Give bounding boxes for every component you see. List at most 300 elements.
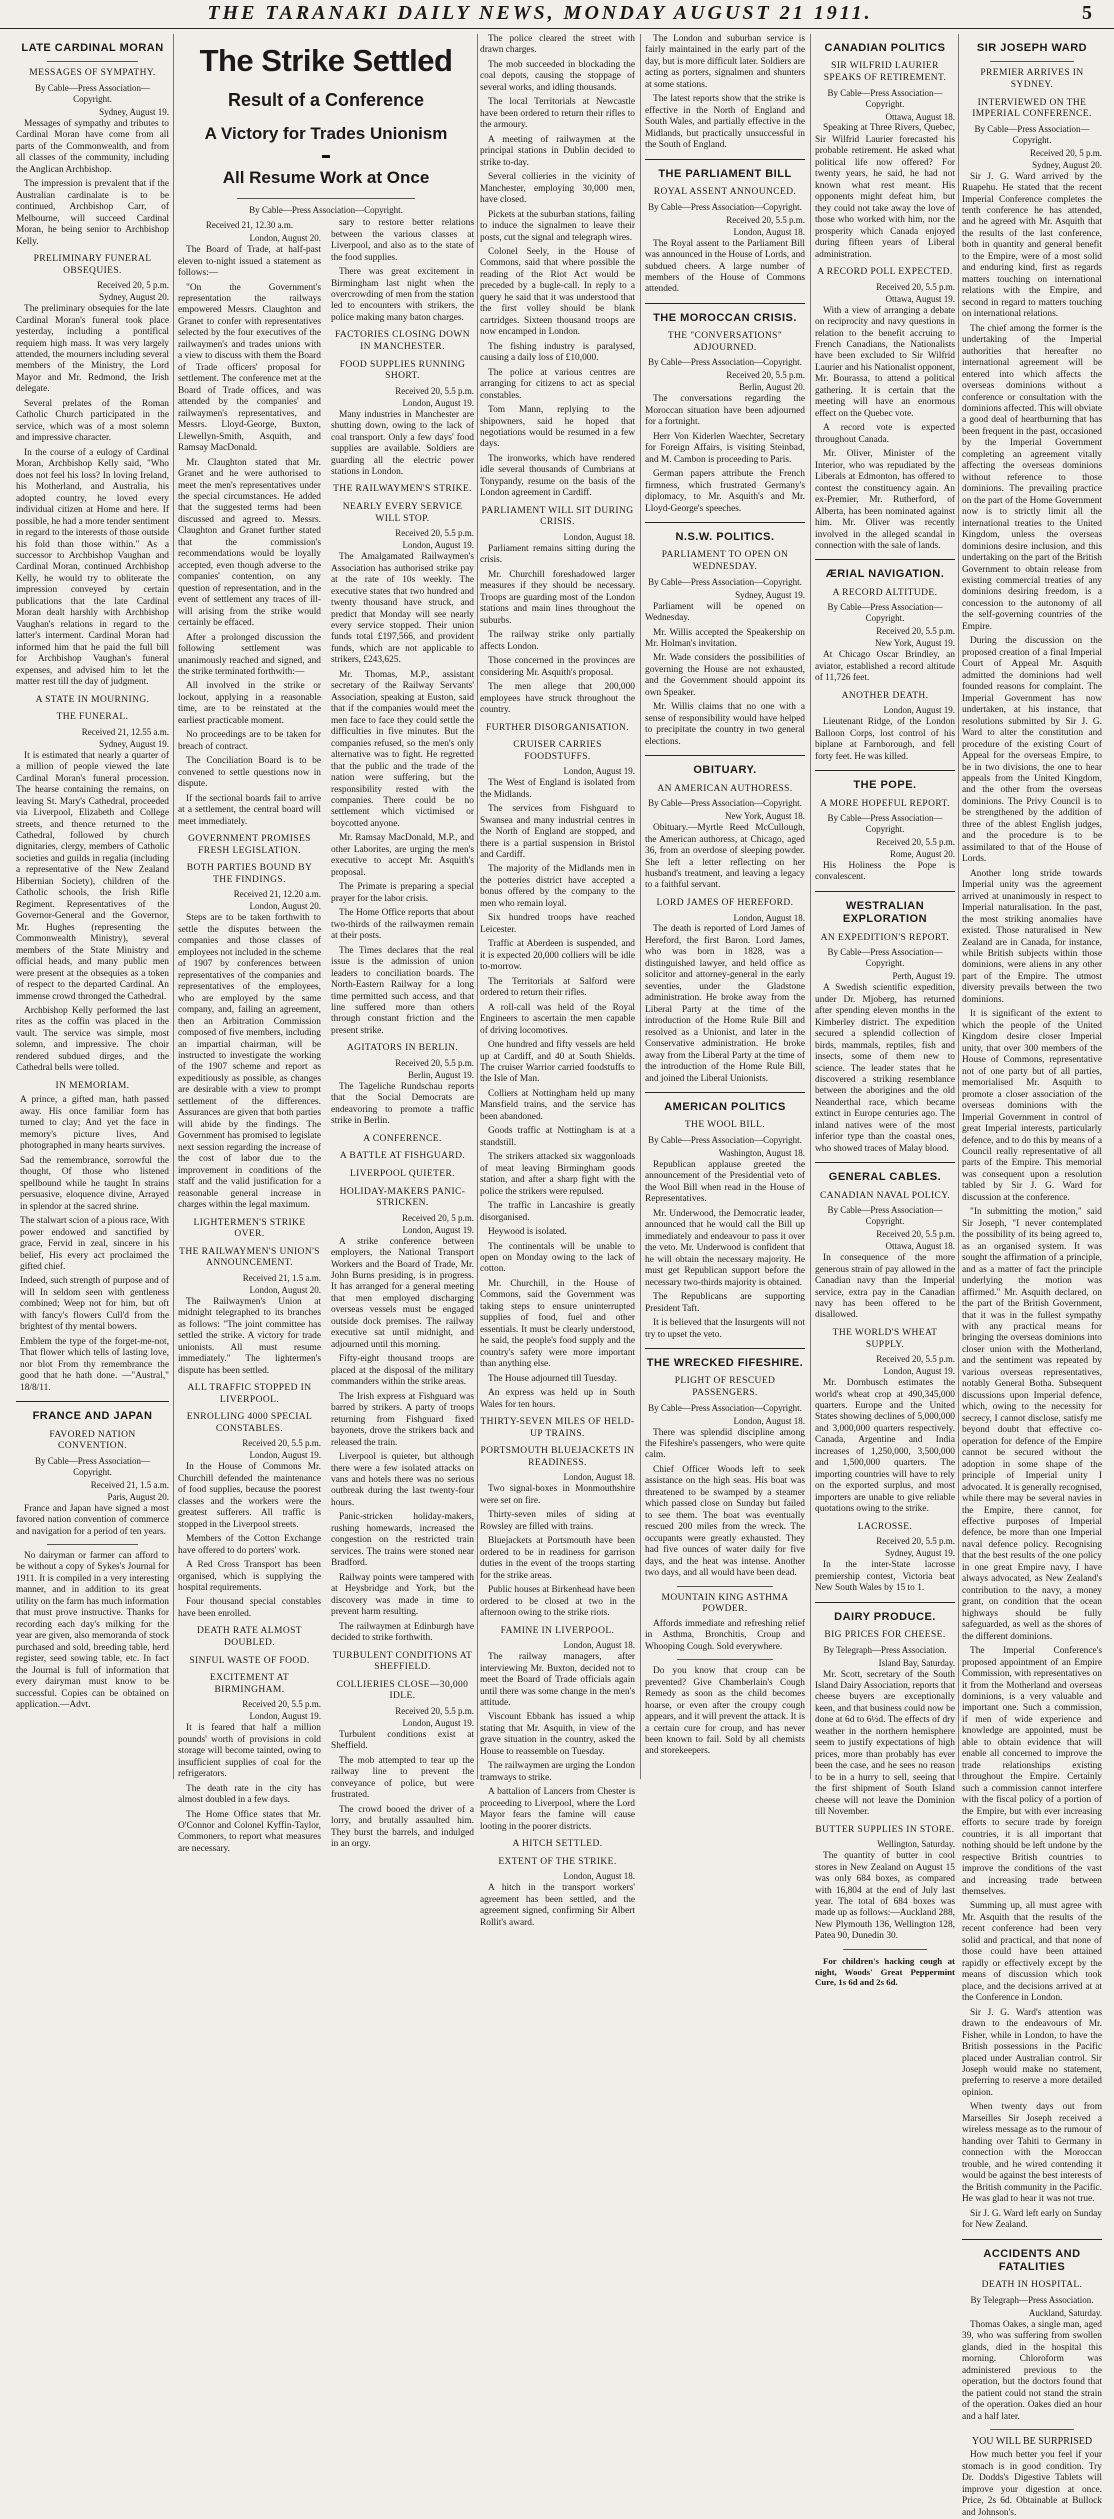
byline: By Cable—Press Association—Copyright.	[249, 205, 403, 216]
subhead: ROYAL ASSENT ANNOUNCED.	[653, 187, 797, 198]
divider	[815, 770, 955, 771]
subhead: LIGHTERMEN'S STRIKE OVER.	[193, 1217, 306, 1240]
paragraph: Parliament remains sitting during the crisis.	[480, 543, 635, 566]
subhead: PORTSMOUTH BLUEJACKETS IN READINESS.	[480, 1446, 635, 1468]
paragraph: Fifty-eight thousand troops are placed at the disposal of the military commanders within the strike areas.	[331, 1354, 474, 1388]
paragraph: The death rate in the city has almost doubled in a few days.	[178, 1783, 321, 1806]
subhead: EXTENT OF THE STRIKE.	[498, 1856, 617, 1867]
subhead: PLIGHT OF RESCUED PASSENGERS.	[674, 1376, 776, 1398]
headline-american-politics: AMERICAN POLITICS	[664, 1101, 786, 1114]
paragraph: Members of the Cotton Exchange have offered to do porters' work.	[178, 1534, 321, 1556]
paragraph: Sir J. G. Ward left early on Sunday for New Zealand.	[962, 2208, 1102, 2231]
column-rule	[173, 34, 174, 1779]
byline: By Telegraph—Press Association.	[970, 2294, 1094, 2305]
divider	[645, 159, 805, 160]
subhead: SIR WILFRID LAURIER SPEAKS OF RETIREMENT.	[823, 61, 947, 83]
dateline: London, August 20.	[249, 233, 321, 244]
dateline: New York, August 18.	[724, 811, 805, 822]
subhead: INTERVIEWED ON THE IMPERIAL CONFERENCE.	[972, 97, 1092, 120]
paragraph: Turbulent conditions exist at Sheffield.	[331, 1729, 474, 1752]
paragraph: "In submitting the motion," said Sir Joseph, "I never contemplated the possibility of its being agreed to, as an organised system. It was sought the affirmation of a principle, and as a matter of fact the principle underlying the motion was affirmed." Mr. Asquith declared, on the part of the British Government, that it was in the fullest sympathy with any practical means for bringing the overseas dominions into closer union with the Motherland, and the sentiment was repeated by various overseas representatives, notably General Botha. Subsequent discussions upon Imperial defence, which, owing to the necessity for secrecy, I cannot disclose, satisfy me beyond doubt that effective co-operation for defence of the Empire cannot be secured without the adoption in some shape of the principle of Imperial unity I advocated. It is generally recognised, while there may be several navies in the Empire, there cannot, for effective purposes of Imperial defence, be more than one Imperial naval defence policy. Recognising that the best results of the one policy in one great Empire navy, I have always advocated, as New Zealand's contribution to the navy, a money grant, on condition that the ocean highways should be fully safeguarded, as well as the shores of the different dominions.	[962, 1207, 1102, 1642]
divider	[645, 755, 805, 756]
paragraph: Pickets at the suburban stations, failing to induce the signalmen to leave their posts, cut the signal and telegraph wires.	[480, 209, 635, 243]
paragraph: Sir J. G. Ward's attention was drawn to the endeavours of Mr. Fisher, while in London, to have the British possessions in the Pacific placed under Australian control. Sir Joseph would make no statement, preferring to reserve a more detailed opinion.	[962, 2007, 1102, 2098]
subhead: A CONFERENCE.	[363, 1133, 442, 1144]
dateline: Rome, August 20.	[889, 849, 955, 860]
paragraph: A meeting of railwaymen at the principal stations in Dublin decided to strike to-day.	[480, 134, 635, 168]
subhead: A RECORD POLL EXPECTED.	[817, 267, 953, 278]
paragraph: It is estimated that nearly a quarter of a million of people viewed the late Cardinal Moran's funeral procession. The hearse containing the remains, on leaving St. Mary's Cathedral, proceeded via Liverpool, Elizabeth and College streets, and thence returned to the Cathedral, followed by church dignitaries, clergy, members of Catholic societies and guilds in regalia (including a representative of the New Zealand Hibernian Society), children of the Catholic schools, the Irish Rifle Regiment. Representatives of the Governor-General and the Governor, Mr. Hughes (representing the Commonwealth Ministry), several members of the State Ministry and official heads, and many public men were present at the obsequies as a token of respect to the departed Cardinal. An immense crowd thronged the Cathedral.	[16, 750, 169, 1002]
paragraph: Sir J. G. Ward arrived by the Ruapehu. He stated that the recent Imperial Conference completes the tenth conference he has attended, and he agreed with Mr. Asquith that the results of the last conference, both in quantity and general benefit to the Empire, were of a most solid and enduring kind, first as regards matters touching on international relations with the Empire, and second in regard to matters touching on international relations.	[962, 171, 1102, 320]
paragraph: Herr Von Kiderlen Waechter, Secretary for Foreign Affairs, is visiting Steinbad, and M. Cambon is proceeding to Paris.	[645, 431, 805, 465]
dateline: Sydney, August 19.	[885, 1548, 955, 1559]
paragraph: There was great excitement in Birmingham last night when the overcrowding of men from the station led to encounters with strikers, the police making many baton charges.	[331, 267, 474, 323]
advertisement: Do you know that croup can be prevented? Give Chamberlain's Cough Remedy as soon as the child becomes hoarse, or even after the croupy cough appears, and it will prevent the attack. It is a certain cure for croup, and has never been known to fail. Sold by all chemists and storekeepers.	[645, 1666, 805, 1757]
byline: By Cable—Press Association—Copyright.	[35, 1455, 150, 1477]
paragraph: Mr. Oliver, Minister of the Interior, who was repudiated by the Liberals at Edmonton, has offered to contest the constituency again. An ex-Premier, Mr. Rutherford, of Alberta, has been nominated against him. Mr. Oliver was recently involved in the alleged scandal in connection with the sale of lands.	[815, 449, 955, 551]
subhead: CANADIAN NAVAL POLICY.	[819, 1190, 951, 1201]
subhead: FURTHER DISORGANISATION.	[485, 722, 630, 733]
paragraph: Those concerned in the provinces are considering Mr. Asquith's proposal.	[480, 656, 635, 678]
paragraph: The House adjourned till Tuesday.	[488, 1373, 617, 1384]
headline-wrecked-fifeshire: THE WRECKED FIFESHIRE.	[646, 1357, 804, 1369]
column-6	[815, 34, 955, 1988]
subhead: THE "CONVERSATIONS" ADJOURNED.	[667, 331, 783, 353]
poem-stanza: Emblem the type of the forget-me-not, That flower which tells of lasting love, nor blot From thy remembrance the good that he hath done. —"Austral," 18/8/11.	[20, 1336, 169, 1393]
paragraph: Six hundred troops have reached Leicester.	[480, 913, 635, 935]
paragraph: France and Japan have signed a most favored nation convention of commerce and navigation for a period of ten years.	[16, 1503, 169, 1537]
column-rule	[640, 34, 641, 1779]
dateline: Received 21, 12.20 a.m.	[233, 889, 321, 900]
paragraph: The Home Office states that Mr. O'Connor and Colonel Kyffin-Taylor, Commoners, to report what measures are necessary.	[178, 1809, 321, 1854]
divider	[47, 61, 139, 62]
divider	[645, 1092, 805, 1093]
paragraph: A record vote is expected throughout Canada.	[815, 423, 955, 445]
subheadline-conference: Result of a Conference	[227, 89, 425, 110]
byline: By Cable—Press Association—Copyright.	[648, 1135, 802, 1146]
headline-nsw-politics: N.S.W. POLITICS.	[675, 531, 775, 544]
paragraph: No proceedings are to be taken for breach of contract.	[178, 730, 321, 752]
strike-story-left	[178, 218, 321, 1858]
dateline: London, August 18.	[563, 531, 635, 542]
subhead: THE WORLD'S WHEAT SUPPLY.	[832, 1327, 938, 1350]
paragraph: Archbishop Kelly performed the last rites as the coffin was placed in the vault. The service was simple, most solemn, and impressive. The choir rendered subdued dirges, and the Cathedral bells were tolled.	[16, 1006, 169, 1074]
paragraph: Mr. Willis accepted the Speakership on Mr. Holman's invitation.	[645, 627, 805, 649]
dateline: Received 21, 1.5 a.m.	[90, 1479, 169, 1490]
subhead: IN MEMORIAM.	[55, 1080, 130, 1091]
dateline: London, August 19.	[249, 1450, 321, 1461]
paragraph: It is significant of the extent to which the people of the United Kingdom desire closer Imperial unity, that over 300 members of the House of Commons, representative not of one party but of all parties, memorialised Mr. Asquith to promote a closer association of the overseas dominions with the Imperial Government in control of great Imperial interests, particularly defence, and to do this by means of a Council really representative of all parts of the Empire. This memorial was consequent upon a resolution tabled by Sir J. G. Ward for discussion at the conference.	[962, 1009, 1102, 1203]
paragraph: The Royal assent to the Parliament Bill was announced in the House of Lords, and subdued cheers. A large number of members of the House of Commons attended.	[645, 238, 805, 295]
headline-sir-joseph-ward: SIR JOSEPH WARD	[976, 42, 1088, 54]
dateline: Sydney, August 19.	[99, 106, 169, 117]
paragraph: The police cleared the street with drawn charges.	[480, 34, 635, 56]
dateline: Received 20, 5.5 p.m.	[876, 1536, 955, 1547]
subhead: ANOTHER DEATH.	[841, 690, 929, 701]
subheadline-victory: A Victory for Trades Unionism	[204, 123, 448, 143]
dateline: Received 20, 5 p.m.	[97, 280, 169, 291]
paragraph: Steps are to be taken forthwith to settle the disputes between the companies and those classes of employees not included in the scheme of 1907 by conferences between representatives of the companies and representatives of the employees, who are employed by the same company, and, failing an agreement, then an Arbitration Commission composed of five members, including an impartial chairman, will be instructed to investigate the working of the 1907 scheme and report as expeditiously as possible, as changes are desirable with a view to prompt settlement of the differences. Assurances are given that both parties will abide by the findings. The Government has promised to legislate next session regarding the increase of the cost of labor due to the improvement in conditions of the staff and the valid justification for a reasonable general increase in charges within the legal maximum.	[178, 913, 321, 1211]
paragraph: The local Territorials at Newcastle have been ordered to return their rifles to the armoury.	[480, 97, 635, 131]
dateline: Ottawa, August 19.	[885, 293, 955, 304]
subhead: FACTORIES CLOSING DOWN IN MANCHESTER.	[334, 330, 471, 352]
paragraph: It is feared that half a million pounds' worth of provisions in cold storage will become tainted, owing to insufficient supplies of coal for the refrigerators.	[178, 1723, 321, 1780]
paragraph: The latest reports show that the strike is effective in the North of England and South Wales, and partially effective in the Midlands, but practically unsuccessful in the South of England.	[645, 94, 805, 151]
paragraph: "On the Government's representation the railways empowered Messrs. Claughton and Granet to confer with representatives selected by the four executives of the railwaymen's and trades unions with a view to discuss with them the Board of Trade officers' proposal for settlement. The conference met at the Board of Trade offices, and was attended by the companies' and railwaymen's representatives, and Messrs. Lloyd-George, Buxton, Llewellyn-Smith, Asquith, and Ramsay MacDonald.	[178, 282, 321, 454]
dateline: London, August 19.	[563, 766, 635, 777]
paragraph: Traffic at Aberdeen is suspended, and it is expected 20,000 colliers will be idle to-morrow.	[480, 939, 635, 973]
paragraph: The death is reported of Lord James of Hereford, the first Baron. Lord James, who was born in 1828, was a distinguished lawyer, and held office as solicitor and attorney-general in the early seventies, under the Gladstone administration. He broke away from the Liberal Party at the time of the introduction of the Home Rule Bill and resolved as a Unionist, and later in the Conservative administration. He broke away from the Liberal Party at the time of the introduction of the Home Rule Bill, and joined the Liberal Unionists.	[645, 924, 805, 1084]
paragraph: Public houses at Birkenhead have been ordered to be closed at two in the afternoon owing to the strike riots.	[480, 1585, 635, 1619]
poem-stanza: The stalwart scion of a pious race, With power endowed and sanctified by grace, Fervid in zeal, sincere in his belief, His every act proclaimed the gifted chief.	[20, 1216, 169, 1272]
byline: By Cable—Press Association—Copyright.	[827, 1205, 943, 1227]
paragraph: The strikers attacked six waggonloads of meat leaving Birmingham goods station, and after a sharp fight with the police the strikers were repulsed.	[480, 1152, 635, 1197]
subhead: GOVERNMENT PROMISES FRESH LEGISLATION.	[188, 834, 311, 856]
dateline: London, August 18.	[563, 1472, 635, 1483]
paragraph: The railwaymen are urging the London tramways to strike.	[480, 1761, 635, 1783]
paragraph: Mr. Thomas, M.P., assistant secretary of the Railway Servants' Association, speaking at Euston, said that if the companies would meet the men face to face they could settle the difficulties in five minutes. But the companies refused, so the men's only alternative was to fight. He regretted that the public and the trade of the nation were suffering, but the responsibility rested with the companies. There could be no settlement which victimised or boycotted anyone.	[331, 669, 474, 829]
byline: By Cable—Press Association—Copyright.	[648, 357, 802, 368]
paragraph: Railway points were tampered with at Heysbridge and York, but the discovery was made in time to prevent harm resulting.	[331, 1572, 474, 1618]
divider	[677, 1659, 773, 1660]
subhead: THIRTY-SEVEN MILES OF HELD-UP TRAINS.	[480, 1417, 635, 1439]
paragraph: In the inter-State lacrosse premiership contest, Victoria beat New South Wales by 15 to 1.	[815, 1560, 955, 1594]
paragraph: Another long stride towards Imperial unity was the agreement arrived at unanimously in respect to Imperial naturalisation. In the past, the most striking anomalies have existed. Those naturalised in New Zealand are in Canada, for instance, while British subjects within those dominions, were aliens in any other part of the Empire. The utmost diversity prevails between the two dominions.	[962, 868, 1102, 1005]
subhead: PRELIMINARY FUNERAL OBSEQUIES.	[33, 254, 152, 276]
divider	[16, 1401, 169, 1402]
paragraph: The Amalgamated Railwaymen's Association has authorised strike pay at the rate of 10s weekly. The executive states that two hundred and twenty thousand have struck, and predict that Monday will see nearly every service stopped. Their union funds total £197,566, and provident funds, which are not applicable to strikers, £243,625.	[331, 552, 474, 666]
dateline: Received 20, 5.5 p.m.	[726, 214, 805, 225]
dateline: London, August 19.	[402, 1224, 474, 1235]
column-rule	[958, 34, 959, 1779]
paragraph: If the sectional boards fail to arrive at a settlement, the central board will meet immediately.	[178, 793, 321, 827]
paragraph: The preliminary obsequies for the late Cardinal Moran's funeral took place yesterday, including a pontifical requiem high mass. It was very largely attended, the mourners including several members of the Ministry, the Lord Mayor and Mr. Redmond, the Irish delegate.	[16, 304, 169, 395]
advertisement-heading: MOUNTAIN KING ASTHMA POWDER.	[661, 1592, 789, 1615]
paragraph: Thomas Oakes, a single man, aged 39, who was suffering from swollen glands, died in the hospital this morning. Chloroform was administered previous to the operation, but the doctors found that the patient could not stand the strain of the operation. Oakes died an hour and a half later.	[962, 2319, 1102, 2422]
dateline: Received 20, 5.5 p.m.	[726, 370, 805, 381]
paragraph: In the House of Commons Mr. Churchill defended the maintenance of food supplies, because the poorest classes and the workers were the greatest sufferers. All traffic is stopped in the Liverpool streets.	[178, 1462, 321, 1530]
headline-obituary: OBITUARY.	[693, 764, 757, 777]
headline-general-cables: GENERAL CABLES.	[828, 1171, 942, 1184]
paragraph: The Republicans are supporting President Taft.	[645, 1292, 805, 1314]
paragraph: Lieutenant Ridge, of the London Balloon Corps, lost control of his biplane at Farnborough, and fell forty feet. He was killed.	[815, 717, 955, 762]
dateline: London, August 19.	[402, 397, 474, 408]
paragraph: Mr. Churchill foreshadowed larger measures if they should be necessary. Troops are guarding most of the London stations and main lines throughout the suburbs.	[480, 569, 635, 626]
dateline: London, August 19.	[402, 540, 474, 551]
dateline: London, August 19.	[249, 1711, 321, 1722]
dateline: Received 20, 5.5 p.m.	[242, 1438, 321, 1449]
masthead	[0, 0, 1114, 29]
paragraph: The Times declares that the real issue is the admission of union leaders to conciliation boards. The North-Eastern Railway for a long time permitted such access, and that line suffered more than others through constant friction and the present strike.	[331, 945, 474, 1036]
paragraph: The conversations regarding the Moroccan situation have been adjourned for a fortnight.	[645, 394, 805, 428]
dateline: London, August 19.	[883, 705, 955, 716]
subhead: BUTTER SUPPLIES IN STORE.	[815, 1824, 955, 1835]
paragraph: Colonel Seely, in the House of Commons, said that where possible the reading of the Riot Act would be preceded by a bugle-call. In reply to a query he said that it was understood that the first volley should be blank cartridges. Sixteen thousand troops are now encamped in London.	[480, 246, 635, 338]
byline: By Cable—Press Association—Copyright.	[648, 1402, 802, 1413]
dateline: Received 20, 5.5 p.m.	[876, 281, 955, 292]
subhead: FAMINE IN LIVERPOOL.	[500, 1625, 615, 1636]
paragraph: A battalion of Lancers from Chester is proceeding to Liverpool, where the Lord Mayor fears the famine will cause looting in the poorer districts.	[480, 1787, 635, 1832]
subhead: AGITATORS IN BERLIN.	[346, 1043, 459, 1054]
dateline: Sydney, August 19.	[99, 738, 169, 749]
dateline: Received 20, 5.5 p.m.	[242, 1699, 321, 1710]
paragraph: Republican applause greeted the announcement of the Presidential veto of the Wool Bill when read in the House of Representatives.	[645, 1159, 805, 1205]
divider	[47, 1544, 139, 1545]
byline: By Telegraph—Press Association.	[823, 1644, 947, 1655]
paragraph: The London and suburban service is fairly maintained in the early part of the day, but is more difficult later. Soldiers are acting as porters, signalmen and shunters at some stations.	[645, 34, 805, 90]
dateline: Berlin, August 19.	[407, 1069, 474, 1080]
column-4	[480, 34, 635, 1928]
paragraph: Mr. Ramsay MacDonald, M.P., and other Laborites, are urging the men's executive to accept Mr. Asquith's proposal.	[331, 833, 474, 878]
paragraph: The services from Fishguard to Swansea and many industrial centres in the North of England are stopped, and there is a partial suspension in Bristol and Cardiff.	[480, 804, 635, 861]
paragraph: Obituary.—Myrtle Reed McCullough, the American authoress, at Chicago, aged 36, from an overdose of sleeping powder. She left a letter reflecting on her husband's treatment, and leaving a legacy to a faithful servant.	[645, 823, 805, 891]
paragraph: The railway managers, after interviewing Mr. Buxton, decided not to meet the Board of Trade officials again until there was some change in the men's attitude.	[480, 1652, 635, 1708]
dateline: Received 20, 5 p.m.	[402, 1212, 474, 1223]
paragraph: German papers attribute the French firmness, which frustrated Germany's diplomacy, to Mr. Asquith's and Mr. Lloyd-George's speeches.	[645, 469, 805, 514]
dateline: Island Bay, Saturday.	[878, 1657, 955, 1668]
byline: By Cable—Press Association—Copyright.	[974, 123, 1090, 145]
paragraph: The ironworks, which have rendered idle several thousands of Cumbrians at Tonypandy, resume on the basis of the London agreement in Cardiff.	[480, 453, 635, 499]
paragraph: Summing up, all must agree with Mr. Asquith that the results of the recent conference had been very solid and practical, and that none of those could have been attained rapidly or effectively except by the means of discussion which took place, and the decisions arrived at at the Conference in London.	[962, 1901, 1102, 2004]
dateline: London, August 19.	[883, 1366, 955, 1377]
byline: By Cable—Press Association—Copyright.	[648, 576, 802, 587]
newspaper-title: THE TARANAKI DAILY NEWS, MONDAY AUGUST 21 1911.	[207, 2, 873, 24]
subhead: FAVORED NATION CONVENTION.	[49, 1429, 136, 1452]
paragraph: The fishing industry is paralysed, causing a daily loss of £10,000.	[480, 341, 635, 364]
strike-story-right	[331, 218, 474, 1858]
paragraph: His Holiness the Pope is convalescent.	[815, 861, 955, 883]
subhead: HOLIDAY-MAKERS PANIC-STRICKEN.	[339, 1186, 466, 1209]
dateline: London, August 18.	[563, 1640, 635, 1651]
paragraph: Several collieries in the vicinity of Manchester, employing 30,000 men, have closed.	[480, 172, 635, 206]
subhead: PARLIAMENT TO OPEN ON WEDNESDAY.	[661, 550, 789, 573]
byline: By Cable—Press Association—Copyright.	[648, 201, 802, 212]
subhead: AN AMERICAN AUTHORESS.	[657, 783, 793, 794]
advertisement: For children's hacking cough at night, Woods' Great Peppermint Cure, 1s 6d and 2s 6d.	[815, 1955, 955, 1988]
subhead: BOTH PARTIES BOUND BY THE FINDINGS.	[186, 863, 313, 885]
divider	[815, 891, 955, 892]
byline: By Cable—Press Association—Copyright.	[827, 947, 943, 969]
subhead: CRUISER CARRIES FOODSTUFFS.	[513, 740, 602, 762]
paragraph: The crowd booed the driver of a lorry, and brutally assaulted him. They burst the barrels, and indulged in an orgy.	[331, 1804, 474, 1849]
paragraph: The police at various centres are arranging for citizens to act as special constables.	[480, 367, 635, 401]
paragraph: Colliers at Nottingham held up many Mansfield trains, and the service has been abandoned.	[480, 1088, 635, 1122]
paragraph: With a view of arranging a debate on reciprocity and navy questions in relation to the benefit accruing to French Canadians, the Nationalists have been excluded to Sir Wilfrid Laurier and his Nationalist opponent, Mr. Bourassa, to attend a political gathering. It is certain that the meeting will have an enormous effect on the Quebec vote.	[815, 305, 955, 419]
advertisement: How much better you feel if your stomach is in good condition. Try Dr. Dodds's Digestive Tablets will improve your digestion at once. Price, 2s 6d. Obtainable at Bullock and Johnson's.	[962, 2450, 1102, 2518]
dateline: Received 20, 5 p.m.	[1030, 147, 1102, 158]
paragraph: Mr. Willis claims that no one with a sense of responsibility would have helped to precipitate the country in two general elections.	[645, 702, 805, 747]
paragraph: The West of England is isolated from the Midlands.	[480, 778, 635, 800]
divider	[237, 198, 415, 199]
paragraph: The Railwaymen's Union at midnight telegraphed to its branches as follows: "The joint committee has settled the strike. A victory for trade unionists. All must resume immediately." The lightermen's dispute has been settled.	[178, 1296, 321, 1376]
paragraph: In the course of a eulogy of Cardinal Moran, Archbishop Kelly said, "Who does not feel his loss? In loving Ireland, his Motherland, and Australia, his adopted country, he loved every individual citizen at Home and here. If possible, he had a more tender sentiment in regard to the interests of those outside his fold than those within." As a successor to Archbishop Vaughan and Cardinal Moran, continued Archbishop Kelly, he would try to obliterate the impression conveyed by certain publications that the late Cardinal Moran dealt harshly with Archbishop Vaughan's relations in regard to the latter's interment. Cardinal Moran had informed him that he paid the full bill for Archbishop Vaughan's funeral expenses, and advised him to let the matter rest till the day of judgment.	[16, 447, 169, 688]
dateline: Received 20, 5.5 p.m.	[395, 1705, 474, 1716]
dateline: Received 20, 5.5 p.m.	[876, 837, 955, 848]
divider	[815, 1162, 955, 1163]
subhead: A STATE IN MOURNING.	[35, 694, 150, 705]
headline-late-cardinal-moran: LATE CARDINAL MORAN	[21, 42, 164, 54]
paragraph: Messages of sympathy and tributes to Cardinal Moran have come from all parts of the Commonwealth, and from all classes of the community, including the Anglican Archbishop.	[16, 118, 169, 175]
paragraph: Many industries in Manchester are shutting down, owing to the lack of coal transport. Only a few days' food supplies are available. Soldiers are guarding all the electric power stations in London.	[331, 409, 474, 478]
paragraph: Mr. Claughton stated that Mr. Granet and he were authorised to meet the men's representatives under the special circumstances. He added that the suggested terms had been discussed and agreed to. Messrs. Claughton and Granet further stated that the commission's recommendations would be loyally accepted, even though adverse to the companies' contention, on any question of representation, and in the event of settlement any traces of ill-will arising from the strike would certainly be effaced.	[178, 457, 321, 629]
divider	[815, 559, 955, 560]
paragraph: Heywood is isolated.	[488, 1227, 567, 1238]
paragraph: Goods traffic at Nottingham is at a standstill.	[480, 1126, 635, 1148]
dateline: Received 20, 5.5 p.m.	[876, 1229, 955, 1240]
paragraph: The railway strike only partially affects London.	[480, 630, 635, 652]
subhead: LIVERPOOL QUIETER.	[349, 1168, 455, 1179]
paragraph: After a prolonged discussion the following settlement was unanimously reached and signed, and the strike terminated forthwith:—	[178, 632, 321, 678]
paragraph: The Territorials at Salford were ordered to return their rifles.	[480, 976, 635, 999]
column-rule	[810, 34, 811, 1779]
subhead: A HITCH SETTLED.	[512, 1839, 603, 1850]
column-rule	[477, 34, 478, 1779]
dateline: Sydney, August 20.	[1032, 159, 1102, 170]
subhead: A BATTLE AT FISHGUARD.	[339, 1151, 466, 1162]
paragraph: The chief among the former is the undertaking of the Imperial authorities that hereafter no international agreement will be entered into which affects the overseas dominions without a conference or consultation with the dominions affected. This will obviate a good deal of heartburning that has been frequent in the past, occasioned by the Imperial Government completing an agreement vitally affecting the overseas dominions without reference to those dominions. The prevailing practice on the part of the Home Government now is to strictly limit all the international treaties to the United Kingdom, unless the overseas dominions desire inclusion, and this undertaking on the part of the British Government to obtain release from existing commercial treaties of any dominions desiring freedom, is a concession to the autonomy of all the self-governing countries of the Empire.	[962, 323, 1102, 632]
advertisement: No dairyman or farmer can afford to be without a copy of Sykes's Journal for 1911. It is compiled in a very interesting manner, and in addition to its great utility on the farm has much information that must prove instructive. Thanks for recording each day's milking for the year are given, also memoranda of stock purchased and sold, breeding table, herd register, seed sowing table, etc. In fact the Journal is full of information that every dairyman must know to be successful. Copies can be obtained on application.—Advt.	[16, 1550, 169, 1711]
divider	[677, 1586, 773, 1587]
paragraph: Mr. Dornbusch estimates the world's wheat crop at 490,345,000 quarters. Europe and the United States showing declines of 5,000,000 and 3,000,000 quarters respectively. Canada, Argentine and India increases of 1,250,000, 3,500,000 and 1,500,000 quarters. The importing countries will have to rely on the exported surplus, and most importers are unable to give reliable quotations owing to the strike.	[815, 1378, 955, 1515]
paragraph: The mob attempted to tear up the railway line to prevent the conveyance of police, but were frustrated.	[331, 1755, 474, 1801]
subhead: AN EXPEDITION'S REPORT.	[820, 932, 950, 943]
subhead: A MORE HOPEFUL REPORT.	[820, 798, 950, 809]
dateline: Received 21, 12.30 a.m.	[205, 220, 294, 231]
divider	[962, 2239, 1102, 2240]
headline-france-and-japan: FRANCE AND JAPAN	[32, 1410, 153, 1423]
paragraph: The railwaymen at Edinburgh have decided to strike forthwith.	[331, 1621, 474, 1644]
dateline: London, August 18.	[563, 1871, 635, 1882]
subhead: THE RAILWAYMEN'S STRIKE.	[333, 484, 472, 495]
byline: By Cable—Press Association—Copyright.	[827, 87, 943, 109]
subhead: A RECORD ALTITUDE.	[832, 587, 938, 598]
dateline: Received 20, 5.5 p.m.	[395, 1057, 474, 1068]
dateline: Wellington, Saturday.	[877, 1839, 955, 1850]
byline: By Cable—Press Association—Copyright.	[648, 798, 802, 809]
paragraph: Thirty-seven miles of siding at Rowsley are filled with trains.	[480, 1510, 635, 1532]
paragraph: An express was held up in South Wales for ten hours.	[480, 1388, 635, 1410]
dateline: Ottawa, August 18.	[885, 111, 955, 122]
paragraph: A Red Cross Transport has been organised, which is supplying the hospital requirements.	[178, 1560, 321, 1594]
paragraph: The Board of Trade, at half-past eleven to-night issued a statement as follows:—	[178, 245, 321, 279]
column-5	[645, 34, 805, 1774]
paragraph: Speaking at Three Rivers, Quebec, Sir Wilfrid Laurier forecasted his probable retirement. He asked what political life now offered? For twenty years, he said, he had not known what rest meant. His opponents might defeat him, but they could not take away the love of those who worked with him, nor the prosperity which Canada enjoyed during fifteen years of Liberal administration.	[815, 123, 955, 260]
dateline: Received 20, 5.5 p.m.	[395, 528, 474, 539]
headline-canadian-politics: CANADIAN POLITICS	[824, 42, 946, 54]
paragraph: The Conciliation Board is to be convened to settle questions now in dispute.	[178, 756, 321, 790]
divider	[843, 1949, 927, 1950]
paragraph: Two signal-boxes in Monmouthshire were set on fire.	[480, 1484, 635, 1506]
headline-the-pope: THE POPE.	[853, 779, 917, 792]
paragraph: Panic-stricken holiday-makers, rushing homewards, increased the congestion on the restricted train services. The trains were stoned near Bradford.	[331, 1512, 474, 1569]
paragraph: Mr. Wade considers the possibilities of governing the House are not exhausted, and the Government should appoint its own Speaker.	[645, 653, 805, 698]
paragraph: In consequence of the more generous strain of pay allowed in the Canadian navy than the Imperial service, extra pay in the Canadian navy has been offered to be disallowed.	[815, 1253, 955, 1321]
headline-dairy-produce: DAIRY PRODUCE.	[834, 1610, 936, 1623]
paragraph: A hitch in the transport workers' agreement has been settled, and the agreement signed, confirming Sir Albert Rollit's award.	[480, 1883, 635, 1928]
headline-strike-settled: The Strike Settled	[199, 43, 453, 78]
paragraph: A roll-call was held of the Royal Engineers to ascertain the men capable of driving locomotives.	[480, 1002, 635, 1036]
subhead: ALL TRAFFIC STOPPED IN LIVERPOOL.	[187, 1383, 312, 1405]
subhead: COLLIERIES CLOSE—30,000 IDLE.	[336, 1679, 469, 1702]
paragraph: sary to restore better relations between the various classes at Liverpool, and also as to the state of the food supplies.	[331, 218, 474, 263]
column-1	[16, 34, 169, 1774]
column-7	[962, 34, 1102, 2518]
dateline: Received 21, 12.55 a.m.	[81, 726, 169, 737]
advertisement-heading: YOU WILL BE SURPRISED	[971, 2436, 1093, 2448]
dateline: Ottawa, August 18.	[885, 1241, 955, 1252]
paragraph: The mob succeeded in blockading the coal depots, causing the stoppage of several works, and idling thousands.	[480, 59, 635, 93]
divider	[322, 155, 330, 158]
subhead: NEARLY EVERY SERVICE WILL STOP.	[342, 502, 463, 524]
byline: By Cable—Press Association—Copyright.	[827, 813, 943, 835]
paragraph: Tom Mann, replying to the shipowners, said he hoped that negotiations would be resumed in a few days.	[480, 405, 635, 450]
dateline: Received 20, 5.5 p.m.	[876, 1354, 955, 1365]
paragraph: All involved in the strike or lockout, applying in a reasonable time, are to be reinstated at the earliest practicable moment.	[178, 681, 321, 726]
headline-parliament-bill: THE PARLIAMENT BILL	[658, 167, 792, 180]
paragraph: Bluejackets at Portsmouth have been ordered to be in readiness for garrison duties in the event of the troops starting for the strike areas.	[480, 1536, 635, 1581]
paragraph: A Swedish scientific expedition, under Dr. Mjoberg, has returned after spending eleven months in the Kimberley district. The expedition secured a splendid collection of birds, mammals, reptiles, fish and insects, some of them new to science. The leader states that he discovered a striking resemblance between the aborigines and the old Neanderthal race, which became extinct in Europe centuries ago. The inland natives were of the most inferior type than the coastal ones, who showed traces of Malay blood.	[815, 983, 955, 1154]
paragraph: A strike conference between employers, the National Transport Workers and the Board of Trade, Mr. John Burns presiding, is in progress. It has arranged for a general meeting that men employed discharging overseas vessels must be engaged outside dock premises. The railway executive sat until midnight, and adjourned until this morning.	[331, 1236, 474, 1350]
paragraph: The quantity of butter in cool stores in New Zealand on August 15 was only 684 boxes, as compared with 16,804 at the end of July last year. The total of 684 boxes was made up as follows:—Auckland 288, New Plymouth 136, Wellington 128, Patea 90, Dunedin 30.	[815, 1851, 955, 1942]
paragraph: There was splendid discipline among the Fifeshire's passengers, who were quite calm.	[645, 1427, 805, 1461]
dateline: Perth, August 19.	[892, 971, 955, 982]
strike-story-columns	[178, 218, 474, 1858]
paragraph: The Tageliche Rundschau reports that the Social Democrats are endeavoring to promote a traffic strike in Berlin.	[331, 1081, 474, 1127]
paragraph: Four thousand special constables have been enrolled.	[178, 1597, 321, 1619]
paragraph: The Irish express at Fishguard was barred by strikers. A party of troops returning from Fishguard fixed bayonets, drove the strikers back and released the train.	[331, 1391, 474, 1448]
advertisement: Affords immediate and refreshing relief in Asthma, Bronchitis, Croup and Whooping Cough. Sold everywhere.	[645, 1618, 805, 1652]
paragraph: Mr. Underwood, the Democratic leader, announced that he would call the Bill up immediately and endeavour to pass it over the veto. Mr. Underwood is confident that he will obtain the necessary majority. He must get Republican support before the necessary two-thirds majority is obtained.	[645, 1208, 805, 1288]
dateline: Received 21, 1.5 a.m.	[242, 1272, 321, 1283]
dateline: Sydney, August 20.	[99, 292, 169, 303]
paragraph: One hundred and fifty vessels are held up at Cardiff, and 40 at South Shields. The cruiser Warrior carried foodstuffs to the Isle of Man.	[480, 1040, 635, 1085]
dateline: London, August 18.	[733, 1415, 805, 1426]
divider	[815, 1602, 955, 1603]
subhead: DEATH IN HOSPITAL.	[981, 2280, 1083, 2291]
strike-story	[178, 34, 474, 1854]
paragraph: The continentals will be unable to open on Monday owing to the lack of cotton.	[480, 1241, 635, 1275]
subhead: EXCITEMENT AT BIRMINGHAM.	[209, 1673, 290, 1695]
subhead: PREMIER ARRIVES IN SYDNEY.	[980, 68, 1084, 90]
dateline: London, August 20.	[249, 1284, 321, 1295]
paragraph: Viscount Ebbank has issued a whip stating that Mr. Asquith, in view of the grave situation in the country, asked the House to reassemble on Tuesday.	[480, 1712, 635, 1757]
dateline: London, August 20.	[249, 901, 321, 912]
poem-stanza: A prince, a gifted man, hath passed away. His once familiar form has turned to clay; And yet the face in memory's picture lives, And photographed in many hearts survives.	[20, 1095, 169, 1152]
paragraph: It is believed that the Insurgents will not try to upset the veto.	[645, 1318, 805, 1340]
subhead: TURBULENT CONDITIONS AT SHEFFIELD.	[332, 1650, 473, 1673]
headline-aerial-navigation: ÆRIAL NAVIGATION.	[825, 568, 945, 581]
paragraph: The majority of the Midlands men in the potteries district have accepted a bonus offered by the company to the men who remain loyal.	[480, 864, 635, 909]
paragraph: Several prelates of the Roman Catholic Church participated in the service, which was of a most solemn and impressive character.	[16, 398, 169, 444]
paragraph: Mr. Churchill, in the House of Commons, said the Government was taking steps to ensure uninterrupted supplies of food, fuel and other essentials. It must be clearly understood, he said, the people's food supply and the country's safety were more important than anything else.	[480, 1278, 635, 1370]
subhead: THE WOOL BILL.	[684, 1120, 766, 1131]
subhead: THE FUNERAL.	[56, 712, 129, 723]
paragraph: The traffic in Lancashire is greatly disorganised.	[480, 1201, 635, 1223]
paragraph: The Primate is preparing a special prayer for the labor crisis.	[331, 882, 474, 904]
paragraph: During the discussion on the proposed creation of a final Imperial Court of Appeal Mr. Asquith admitted the dominions had well founded reasons for complaint. The Imperial Government has now undertaken, at his instance, that resolutions submitted by Sir J. G. Ward to alter the constitution and procedure of the existing Court of Appeal for the overseas Empire, to be in two divisions, the one to hear appeals from the United Kingdom, and the other from the overseas dominions. The Privy Council is to be strengthened by the addition of three of the ablest English judges, and the procedure is to be assimilated to that of the House of Lords.	[962, 636, 1102, 865]
subhead: MESSAGES OF SYMPATHY.	[29, 68, 156, 79]
dateline: Auckland, Saturday.	[1028, 2307, 1102, 2318]
dateline: New York, August 19.	[874, 638, 955, 649]
paragraph: Parliament will be opened on Wednesday.	[645, 601, 805, 624]
dateline: Washington, August 18.	[718, 1148, 805, 1158]
headline-accidents-and-fatalities: ACCIDENTS AND FATALITIES	[983, 2247, 1081, 2273]
divider	[645, 303, 805, 304]
dateline: London, August 18.	[733, 912, 805, 923]
paragraph: The men allege that 200,000 employees have struck throughout the country.	[480, 682, 635, 716]
byline: By Cable—Press Association—Copyright.	[827, 602, 943, 624]
page-number: 5	[1082, 2, 1092, 24]
